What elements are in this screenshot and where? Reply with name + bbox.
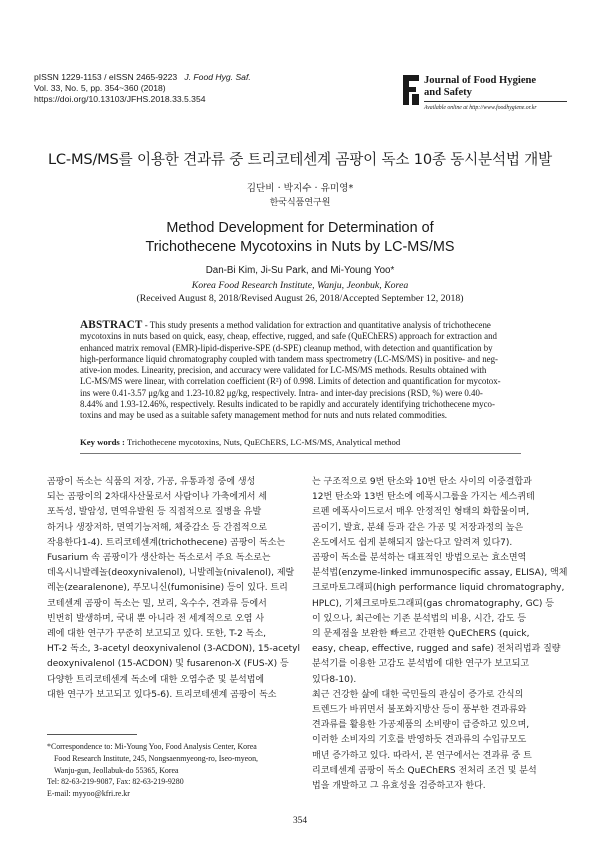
keywords-divider — [80, 453, 521, 454]
footnote-line: Wanju-gun, Jeollabuk-do 55365, Korea — [54, 765, 179, 775]
body-line: 법을 개발하고 그 유효성을 검증하고자 한다. — [312, 781, 486, 792]
body-line: 곰이기, 발효, 분쇄 등과 같은 가공 및 저장과정의 높은 — [312, 522, 524, 533]
footnote-divider — [47, 734, 137, 735]
body-column-right — [312, 475, 568, 794]
abstract-line: high-performance liquid chromatography coupled with tandem mass spectrometry (LC-MS/MS) in positive- and neg- — [80, 353, 499, 364]
body-line: 온도에서도 쉽게 분해되지 않는다고 알려져 있다7). — [312, 537, 513, 548]
abstract-line: mycotoxins in nuts based on quick, easy, cheap, effective, rugged, and safe (QuEChERS) approach for extraction and — [80, 331, 497, 342]
doi-link[interactable]: https://doi.org/10.13103/JFHS.2018.33.5.354 — [34, 94, 206, 105]
correspondence-footnote — [47, 741, 302, 800]
korean-affiliation: 한국식품연구원 — [269, 198, 331, 208]
body-line: easy, cheap, effective, rugged and safe) 전처리법과 질량 — [312, 644, 561, 655]
body-line: 하거나 생장저하, 면역기능저해, 체중감소 등 간접적으로 — [47, 522, 267, 533]
body-line: 분석법(enzyme-linked immunospecific assay, ELISA), 액체 — [312, 568, 568, 579]
body-line: 이 있으나, 최근에는 기존 분석법의 비용, 시간, 감도 등 — [312, 613, 527, 624]
available-online-text[interactable]: Available online at http://www.foodhygiene.or.kr — [424, 105, 537, 111]
journal-metadata — [34, 72, 251, 106]
email-link[interactable]: E-mail: myyoo@kfri.re.kr — [47, 789, 130, 799]
body-line: 포독성, 발암성, 면역유발원 등 직접적으로 질병을 유발 — [47, 507, 262, 518]
body-line: deoxynivalenol (15-ACDON) 및 fusarenon-X (FUS-X) 등 — [47, 659, 289, 670]
korean-authors: 김단비 · 박지수 · 유미영* — [246, 183, 354, 194]
abstract-line: 8.44% and 1.93-12.46%, respectively. Results indicated to be rapidly and accurately identifying trichothecene myco- — [80, 399, 495, 410]
abstract — [80, 320, 521, 422]
body-line: 이러한 소비자의 기호를 반영하듯 견과류의 수입규모도 — [312, 735, 527, 746]
keywords-text: Trichothecene mycotoxins, Nuts, QuEChERS, LC-MS/MS, Analytical method — [124, 437, 401, 447]
abstract-line: ins were 0.41-3.57 μg/kg and 1.23-10.82 μg/kg, respectively. Intra- and inter-day precisions (RSD, %) were 0.40- — [80, 387, 483, 398]
volume-line: Vol. 33, No. 5, pp. 354~360 (2018) — [34, 83, 166, 94]
body-line: 크로마토그래피(high performance liquid chromatography, — [312, 583, 565, 594]
body-line: 작용한다1-4). 트리코테센계(trichothecene) 곰팡이 독소는 — [47, 537, 286, 548]
body-line: 의 문제점을 보완한 빠르고 간편한 QuEChERS (quick, — [312, 629, 530, 640]
body-line: 있다8-10). — [312, 674, 357, 685]
footnote-line: Food Research Institute, 245, Nongsaenmyeong-ro, Iseo-myeon, — [54, 753, 259, 763]
body-line: HT-2 독소, 3-acetyl deoxynivalenol (3-ACDON), 15-acetyl — [47, 644, 300, 655]
abstract-label: ABSTRACT — [80, 319, 143, 331]
abstract-line: toxins and may be used as a suitable safety management method for nuts and nuts related commodities. — [80, 410, 447, 421]
body-line: 다양한 트리코테센계 독소에 대한 오염수준 및 분석법에 — [47, 674, 265, 685]
body-line: 빈번히 발생하며, 국내 뿐 아니라 전 세계적으로 오염 사 — [47, 613, 265, 624]
body-line: 례에 대한 연구가 꾸준히 보고되고 있다. 또한, T-2 독소, — [47, 629, 266, 640]
english-affiliation: Korea Food Research Institute, Wanju, Jeonbuk, Korea — [191, 280, 409, 291]
received-dates: (Received August 8, 2018/Revised August 26, 2018/Accepted September 12, 2018) — [136, 293, 464, 304]
english-title: Method Development for Determination of Trichothecene Mycotoxins in Nuts by LC-MS/MS — [145, 220, 455, 255]
body-line: 곰팡이 독소를 분석하는 대표적인 방법으로는 효소면역 — [312, 553, 527, 564]
body-line: 리코테센계 곰팡이 독소 QuEChERS 전처리 조건 및 분석 — [312, 765, 537, 776]
body-line: 분석기를 이용한 고감도 분석법에 대한 연구가 보고되고 — [312, 659, 530, 670]
body-line: 레논(zearalenone), 푸모니신(fumonisine) 등이 있다. 트리 — [47, 583, 288, 594]
journal-logo — [402, 74, 567, 120]
logo-divider — [424, 101, 567, 102]
body-line: 코테센계 곰팡이 독소는 밀, 보리, 옥수수, 견과류 등에서 — [47, 598, 267, 609]
abstract-line: LC-MS/MS were linear, with correlation coefficient (R²) of 0.998. Limits of detection and quantification for mycotox- — [80, 376, 501, 387]
body-line: 곰팡이 독소는 식품의 저장, 가공, 유통과정 중에 생성 — [47, 477, 256, 487]
korean-title: LC-MS/MS를 이용한 견과류 중 트리코테센계 곰팡이 독소 10종 동시분석법 개발 — [48, 151, 552, 168]
english-authors: Dan-Bi Kim, Ji-Su Park, and Mi-Young Yoo* — [205, 265, 395, 276]
body-line: 트렌드가 바뀌면서 불포화지방산 등이 풍부한 견과류와 — [312, 705, 527, 716]
keywords-label: Key words : — [80, 437, 125, 447]
page-number: 354 — [292, 816, 308, 826]
body-line: 되는 곰팡이의 2차대사산물로서 사람이나 가축에게서 세 — [47, 492, 267, 503]
body-line: HPLC), 기체크로마토그래피(gas chromatography, GC) 등 — [312, 598, 554, 609]
abstract-line: ABSTRACT - This study presents a method validation for extraction and quantitative analysis of trichothecene — [80, 319, 491, 331]
body-line: 견과류를 활용한 가공제품의 소비량이 급증하고 있으며, — [312, 720, 530, 731]
body-line: Fusarium 속 곰팡이가 생산하는 독소로서 주요 독소로는 — [47, 553, 271, 564]
body-line: 12번 탄소와 13번 탄소에 에폭시그룹을 가지는 세스퀴테 — [312, 492, 535, 503]
body-line: 는 구조적으로 9번 탄소와 10번 탄소 사이의 이중결합과 — [312, 477, 532, 487]
body-line: 매년 증가하고 있다. 따라서, 본 연구에서는 견과류 중 트 — [312, 750, 532, 761]
journal-title: Journal of Food Hygiene and Safety — [424, 75, 537, 98]
body-line: 데옥시니발레놀(deoxynivalenol), 니발레놀(nivalenol), 제랄 — [47, 568, 295, 579]
issn-line: pISSN 1229-1153 / eISSN 2465-9223 J. Food Hyg. Saf. — [34, 72, 251, 82]
body-line: 대한 연구가 보고되고 있다5-6). 트리코테센계 곰팡이 독소 — [47, 689, 277, 700]
journal-emblem-icon — [402, 74, 420, 106]
abstract-line: ative-ion modes. Linearity, precision, and accuracy were validated for LC-MS/MS methods. Results obtained with — [80, 365, 487, 376]
footnote-line: Tel: 82-63-219-9087, Fax: 82-63-219-9280 — [47, 777, 184, 787]
footnote-line: *Correspondence to: Mi-Young Yoo, Food Analysis Center, Korea — [47, 742, 257, 751]
body-column-left — [47, 475, 300, 703]
body-line: 르펜 에폭사이드로서 매우 안정적인 형태의 화합물이며, — [312, 507, 530, 518]
abstract-line: enhanced matrix removal (EMR)-lipid-disperive-SPE (d-SPE) cleanup method, with detection and quantification by — [80, 342, 493, 353]
body-line: 최근 건강한 삶에 대한 국민들의 관심이 증가로 간식의 — [312, 689, 524, 700]
keywords — [80, 437, 521, 447]
